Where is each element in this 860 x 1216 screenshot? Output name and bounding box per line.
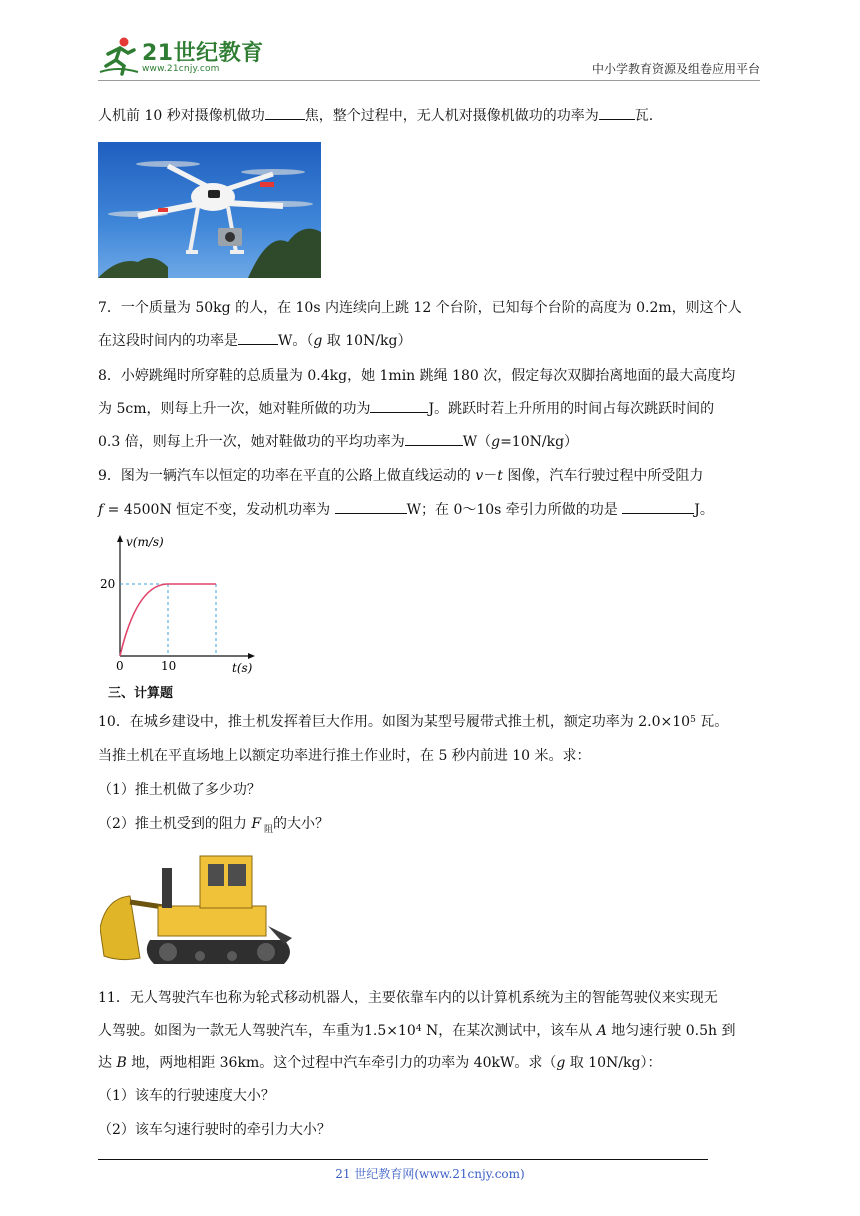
y-axis-arrow-icon xyxy=(117,535,123,542)
text: J。 xyxy=(694,502,714,518)
text: 取 10N/kg）： xyxy=(565,1055,662,1071)
page-footer: 21 世纪教育网(www.21cnjy.com) xyxy=(335,1167,525,1181)
site-logo xyxy=(98,36,268,78)
text: 瓦. xyxy=(634,108,654,124)
text: W。（ xyxy=(278,333,314,349)
text: 在这段时间内的功率是 xyxy=(98,333,238,349)
text: =10N/kg） xyxy=(500,434,579,450)
answer-blank xyxy=(335,499,407,514)
text: v xyxy=(475,468,484,484)
text: f xyxy=(98,502,104,518)
text: 人驾驶。如图为一款无人驾驶汽车，车重为1.5×10 xyxy=(98,1023,416,1039)
text: 人机前 10 秒对摄像机做功 xyxy=(98,108,265,124)
text: W（ xyxy=(462,434,492,450)
answer-blank xyxy=(370,398,428,413)
x-axis-arrow-icon xyxy=(248,653,255,659)
text: 的大小？ xyxy=(272,816,329,832)
drone-image xyxy=(98,142,321,278)
text: g xyxy=(556,1055,566,1071)
text: － xyxy=(483,468,498,484)
answer-blank xyxy=(405,431,463,446)
text: 地，两地相距 36km。这个过程中汽车牵引力的功率为 40kW。求（ xyxy=(126,1055,557,1071)
q7-line2 xyxy=(98,330,412,351)
footer-divider xyxy=(98,1159,708,1160)
y-axis-label: v(m/s) xyxy=(126,535,164,549)
text: 0.3 倍，则每上升一次，她对鞋做功的平均功率为 xyxy=(98,434,405,450)
answer-blank xyxy=(622,499,694,514)
q6-continuation xyxy=(98,105,653,126)
text: A xyxy=(596,1023,607,1039)
text: 瓦。 xyxy=(695,714,729,730)
logo-text: 21世纪教育 xyxy=(142,41,264,66)
q8-line1: 8．小婷跳绳时所穿鞋的总质量为 0.4kg，她 1min 跳绳 180 次，假定每次双脚抬离地面的最大高度均 xyxy=(98,368,736,384)
q11-line3 xyxy=(98,1053,661,1073)
q9-line1 xyxy=(98,466,703,486)
v-t-chart xyxy=(98,532,258,678)
text: 取 10N/kg） xyxy=(322,333,412,349)
q11-sub2: （2）该车匀速行驶时的牵引力大小？ xyxy=(98,1122,331,1138)
bulldozer-image xyxy=(100,848,298,972)
text: F xyxy=(251,816,262,832)
q11-line1: 11．无人驾驶汽车也称为轮式移动机器人，主要依靠车内的以计算机系统为主的智能驾驶仪来实现无 xyxy=(98,990,718,1006)
q10-sub2 xyxy=(98,814,329,840)
x-tick-label: 10 xyxy=(161,659,177,673)
answer-blank xyxy=(265,105,305,120)
logo-url: www.21cnjy.com xyxy=(142,64,220,74)
header-platform-text: 中小学教育资源及组卷应用平台 xyxy=(591,62,760,76)
q11-sub1: （1）该车的行驶速度大小？ xyxy=(98,1088,275,1104)
text: W；在 0～10s 牵引力所做的功是 xyxy=(406,502,623,518)
text: N，在某次测试中，该车从 xyxy=(421,1023,597,1039)
text: g xyxy=(491,434,501,450)
answer-blank xyxy=(238,330,278,345)
text: J。跳跃时若上升所用的时间占每次跳跃时间的 xyxy=(428,401,715,417)
superscript: 5 xyxy=(690,715,696,725)
text: B xyxy=(116,1055,127,1071)
text: g xyxy=(313,333,323,349)
text: 10．在城乡建设中，推土机发挥着巨大作用。如图为某型号履带式推土机，额定功率为 2.0×10 xyxy=(98,714,691,730)
q8-line3 xyxy=(98,431,578,452)
q10-sub1: （1）推土机做了多少功？ xyxy=(98,782,261,798)
q9-line2 xyxy=(98,499,714,520)
q8-line2 xyxy=(98,398,714,419)
q10-line1 xyxy=(98,712,728,732)
runner-logo-icon xyxy=(98,36,140,76)
q11-line2 xyxy=(98,1021,735,1041)
q10-line2: 当推土机在平直场地上以额定功率进行推土作业时，在 5 秒内前进 10 米。求： xyxy=(98,748,591,764)
q7-line1: 7．一个质量为 50kg 的人，在 10s 内连续向上跳 12 个台阶，已知每个台阶的高度为 0.2m，则这个人 xyxy=(98,300,742,316)
superscript: 4 xyxy=(415,1024,422,1034)
text: 焦，整个过程中，无人机对摄像机做功的功率为 xyxy=(304,108,599,124)
page-header xyxy=(98,32,760,81)
text: 为 5cm，则每上升一次，她对鞋所做的功为 xyxy=(98,401,371,417)
x-axis-label: t(s) xyxy=(232,661,253,675)
text: 达 xyxy=(98,1055,117,1071)
y-tick-label: 20 xyxy=(100,577,116,591)
text: = 4500N 恒定不变，发动机功率为 xyxy=(103,502,335,518)
text: （2）推土机受到的阻力 xyxy=(98,816,252,832)
text: 图像，汽车行驶过程中所受阻力 xyxy=(502,468,704,484)
text: 9．图为一辆汽车以恒定的功率在平直的公路上做直线运动的 xyxy=(98,468,476,484)
section-heading: 三、计算题 xyxy=(108,686,174,701)
text: t xyxy=(497,468,503,484)
subscript: 阻 xyxy=(261,824,273,835)
x-tick-label: 0 xyxy=(116,659,124,673)
answer-blank xyxy=(599,105,635,120)
text: 地匀速行驶 0.5h 到 xyxy=(606,1023,736,1039)
